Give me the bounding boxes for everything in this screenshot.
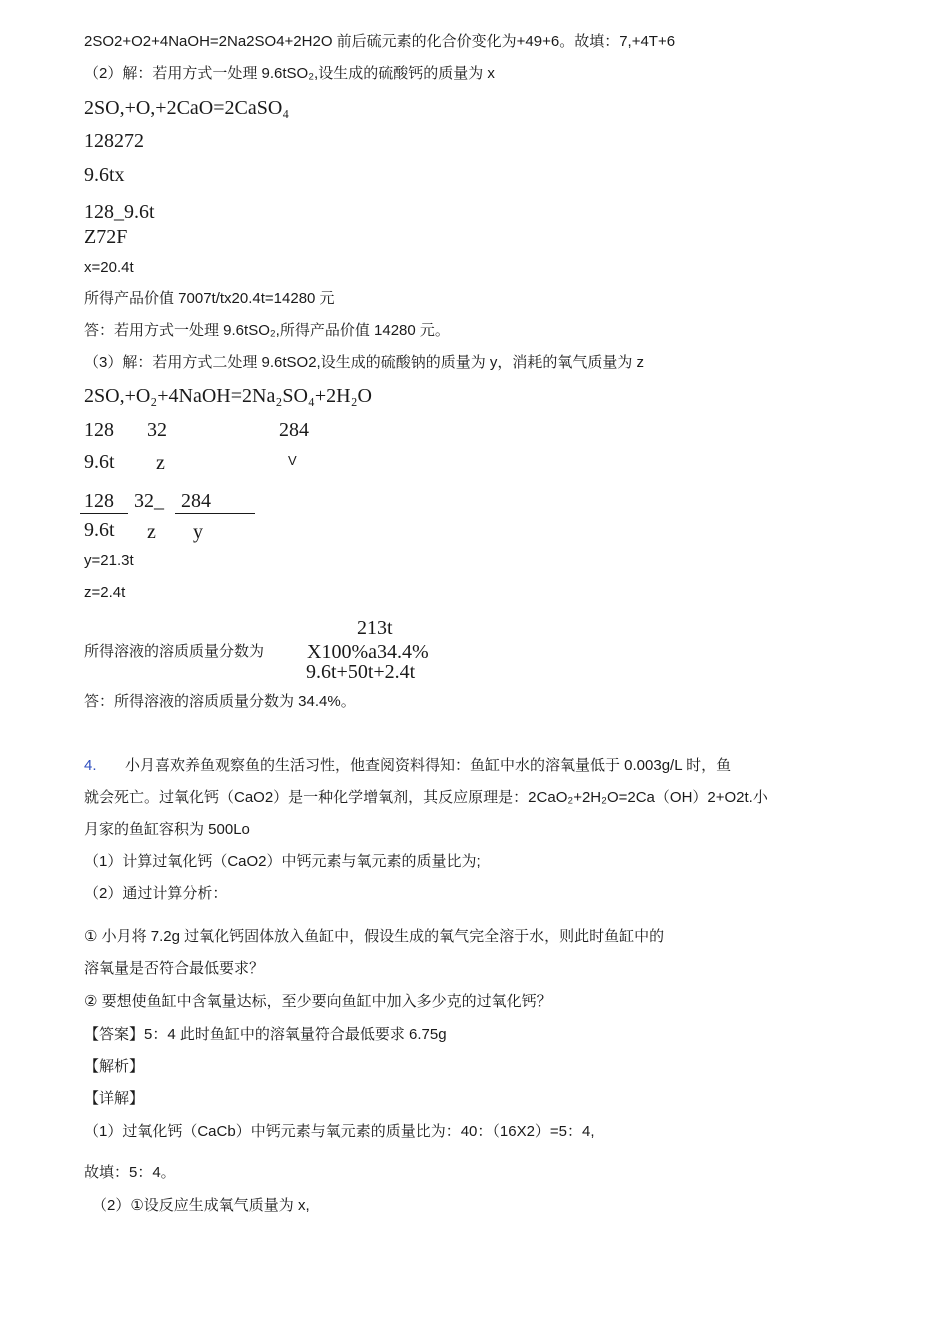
text-line: （1）过氧化钙（CaCb）中钙元素与氧元素的质量比为：40：（16X2）=5：4, xyxy=(84,1123,595,1140)
equation-term: X100%a34.4% xyxy=(307,641,429,663)
text-line: 所得溶液的溶质质量分数为 xyxy=(84,643,265,660)
question-number: 4. xyxy=(84,757,97,774)
equation-line: 128272 xyxy=(84,130,144,152)
equation-term: 128 xyxy=(84,419,114,441)
section-label: 【解析】 xyxy=(84,1058,145,1075)
equation-term: z xyxy=(156,452,165,474)
text-line: 答：若用方式一处理 9.6tSO₂,所得产品价值 14280 元。 xyxy=(84,322,450,339)
text-line: 就会死亡。过氧化钙（CaO2）是一种化学增氧剂，其反应原理是：2CaO₂+2H₂O=2Ca（OH）2+O2t.小 xyxy=(84,789,768,806)
text-line: （3）解：若用方式二处理 9.6tSO2,设生成的硫酸钠的质量为 y，消耗的氧气质量为 z xyxy=(84,354,645,371)
text-line: 小月喜欢养鱼观察鱼的生活习性，他查阅资料得知：鱼缸中水的溶氧量低于 0.003g/L 时，鱼 xyxy=(125,757,732,774)
fraction-denominator: z xyxy=(147,521,156,543)
text-line: 溶氧量是否符合最低要求？ xyxy=(84,960,265,977)
equation-line: 128_9.6t xyxy=(84,201,155,223)
text-line: x=20.4t xyxy=(84,259,134,276)
text-line: （2）解：若用方式一处理 9.6tSO₂,设生成的硫酸钙的质量为 x xyxy=(84,65,495,82)
answer-line: 【答案】5：4 此时鱼缸中的溶氧量符合最低要求 6.75g xyxy=(84,1026,447,1043)
fraction-numerator: 284 xyxy=(175,489,255,514)
text-line: z=2.4t xyxy=(84,584,126,601)
equation-line: 2SO,+O,+2CaO=2CaSO₄ xyxy=(84,97,290,119)
text-line: （2）①设反应生成氧气质量为 x, xyxy=(92,1197,310,1214)
equation-term: 9.6t xyxy=(84,451,115,473)
text-line: （1）计算过氧化钙（CaO2）中钙元素与氧元素的质量比为; xyxy=(84,853,481,870)
fraction-numerator: 213t xyxy=(357,617,393,639)
text-line: 所得产品价值 7007t/tx20.4t=14280 元 xyxy=(84,290,335,307)
equation-term: 32 xyxy=(147,419,167,441)
text-line: 答：所得溶液的溶质质量分数为 34.4%。 xyxy=(84,693,356,710)
fraction-numerator: 32_ xyxy=(134,490,164,512)
equation-line: Z72F xyxy=(84,226,128,248)
text-line: y=21.3t xyxy=(84,552,134,569)
text-line: 2SO2+O2+4NaOH=2Na2SO4+2H2O 前后硫元素的化合价变化为+49+6。故填：7,+4T+6 xyxy=(84,33,676,50)
text-line: （2）通过计算分析： xyxy=(84,885,228,902)
fraction-denominator: y xyxy=(193,521,203,543)
fraction-denominator: 9.6t xyxy=(84,519,115,541)
text-line: 月家的鱼缸容积为 500Lo xyxy=(84,821,250,838)
equation-term: 284 xyxy=(279,419,309,441)
text-line: ② 要想使鱼缸中含氧量达标，至少要向鱼缸中加入多少克的过氧化钙？ xyxy=(84,993,552,1010)
text-line: 故填：5：4。 xyxy=(84,1164,176,1181)
fraction-numerator: 128 xyxy=(80,489,128,514)
section-label: 【详解】 xyxy=(84,1090,145,1107)
equation-line: 2SO,+O₂+4NaOH=2Na₂SO₄+2H₂O xyxy=(84,385,372,407)
equation-line: 9.6tx xyxy=(84,164,125,186)
fraction-denominator: 9.6t+50t+2.4t xyxy=(306,661,416,683)
text-line: ① 小月将 7.2g 过氧化钙固体放入鱼缸中，假设生成的氧气完全溶于水，则此时鱼缸中的 xyxy=(84,928,665,945)
equation-term: V xyxy=(288,453,297,468)
